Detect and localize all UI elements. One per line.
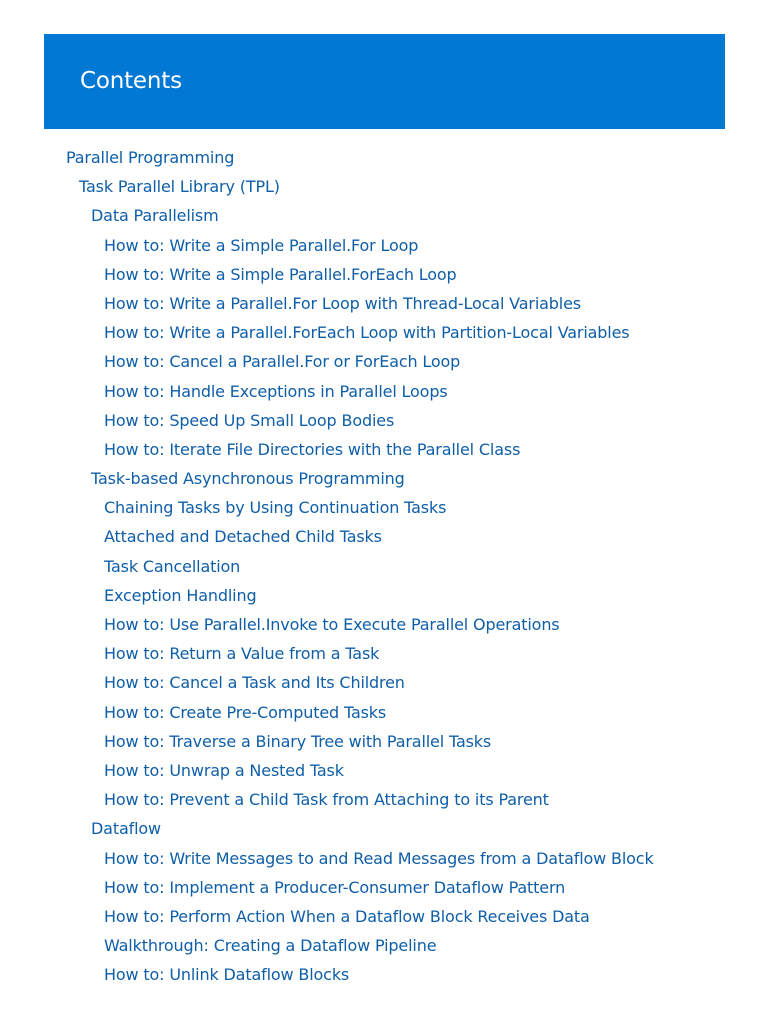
toc-item [0, 931, 768, 960]
toc-item [0, 377, 768, 406]
toc-item [0, 318, 768, 347]
toc-link[interactable]: Attached and Detached Child Tasks [104, 527, 382, 547]
toc-item [0, 844, 768, 873]
toc-link[interactable]: How to: Traverse a Binary Tree with Parallel Tasks [104, 731, 492, 751]
toc-item [0, 785, 768, 814]
toc-item [0, 960, 768, 989]
toc-link[interactable]: How to: Write a Parallel.For Loop with Thread-Local Variables [104, 293, 581, 313]
toc-item [0, 873, 768, 902]
toc-link[interactable]: How to: Implement a Producer-Consumer Dataflow Pattern [104, 877, 566, 897]
toc-item [0, 639, 768, 668]
toc-item [0, 289, 768, 318]
toc-link[interactable]: Task Parallel Library (TPL) [79, 177, 280, 197]
toc-item [0, 727, 768, 756]
toc-item [0, 143, 768, 172]
toc-link[interactable]: How to: Write a Simple Parallel.ForEach Loop [104, 264, 457, 284]
toc-link[interactable]: How to: Perform Action When a Dataflow Block Receives Data [104, 906, 590, 926]
toc-item [0, 610, 768, 639]
toc-item [0, 581, 768, 610]
toc-item [0, 698, 768, 727]
toc-link[interactable]: How to: Use Parallel.Invoke to Execute Parallel Operations [104, 615, 560, 634]
toc-link[interactable]: How to: Cancel a Parallel.For or ForEach Loop [104, 352, 461, 372]
toc-link[interactable]: How to: Write a Parallel.ForEach Loop with Partition-Local Variables [104, 323, 630, 343]
toc-item [0, 464, 768, 493]
page-title: Contents [80, 68, 182, 94]
toc-item [0, 902, 768, 931]
toc-link[interactable]: Task-based Asynchronous Programming [91, 469, 405, 489]
toc-link[interactable]: How to: Cancel a Task and Its Children [104, 673, 405, 693]
toc-item [0, 172, 768, 201]
toc-item [0, 668, 768, 697]
toc-item [0, 814, 768, 843]
toc-link[interactable]: How to: Return a Value from a Task [104, 644, 380, 664]
toc-link[interactable]: Data Parallelism [91, 206, 219, 226]
toc-item [0, 260, 768, 289]
contents-header [44, 34, 725, 129]
toc-item [0, 347, 768, 376]
toc-link[interactable]: How to: Write a Simple Parallel.For Loop [104, 235, 419, 255]
toc-link[interactable]: Walkthrough: Creating a Dataflow Pipeline [104, 936, 437, 956]
toc-item [0, 756, 768, 785]
toc-item [0, 201, 768, 230]
toc-item [0, 406, 768, 435]
toc-link[interactable]: Chaining Tasks by Using Continuation Tasks [104, 498, 447, 518]
toc-link[interactable]: How to: Unwrap a Nested Task [104, 760, 344, 780]
toc-link[interactable]: Parallel Programming [66, 148, 235, 167]
table-of-contents [0, 143, 768, 989]
toc-link[interactable]: How to: Create Pre-Computed Tasks [104, 702, 387, 722]
toc-item [0, 522, 768, 551]
toc-link[interactable]: Task Cancellation [104, 556, 241, 576]
toc-link[interactable]: Dataflow [91, 819, 161, 839]
toc-link[interactable]: How to: Unlink Dataflow Blocks [104, 965, 350, 985]
toc-link[interactable]: How to: Handle Exceptions in Parallel Loops [104, 381, 448, 401]
toc-link[interactable]: How to: Write Messages to and Read Messages from a Dataflow Block [104, 848, 654, 868]
toc-link[interactable]: How to: Prevent a Child Task from Attaching to its Parent [104, 790, 549, 810]
toc-link[interactable]: Exception Handling [104, 585, 257, 605]
toc-link[interactable]: How to: Speed Up Small Loop Bodies [104, 410, 395, 430]
toc-link[interactable]: How to: Iterate File Directories with the Parallel Class [104, 439, 521, 459]
toc-item [0, 231, 768, 260]
toc-item [0, 493, 768, 522]
toc-item [0, 435, 768, 464]
toc-item [0, 552, 768, 581]
